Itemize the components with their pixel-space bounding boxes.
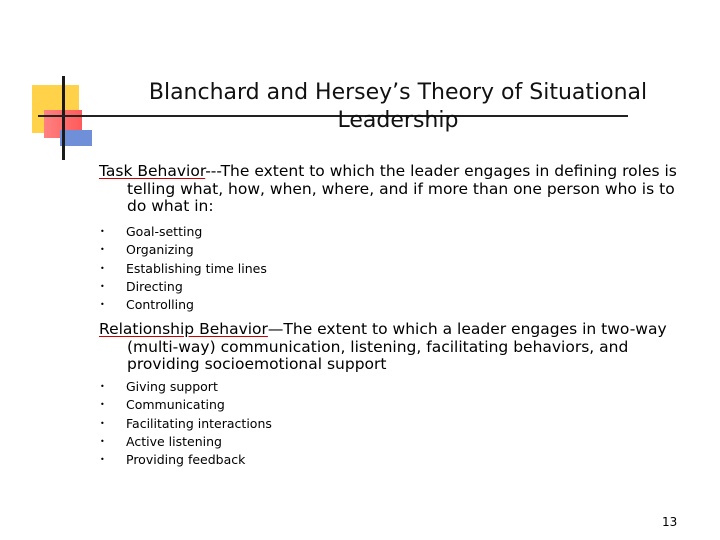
relationship-behavior-definition-line-2: (multi-way) communication, listening, facilitating behaviors, and xyxy=(127,337,629,356)
bullet-icon: • xyxy=(100,436,105,446)
list-item xyxy=(100,378,272,396)
list-item xyxy=(100,296,267,314)
bullet-icon: • xyxy=(100,300,105,310)
task-behavior-definition-line-2: telling what, how, when, where, and if more than one person who is to xyxy=(127,179,675,198)
list-item-label: Organizing xyxy=(126,242,194,258)
list-item xyxy=(100,260,267,278)
bullet-icon: • xyxy=(100,245,105,255)
bullet-icon: • xyxy=(100,281,105,291)
list-item xyxy=(100,396,272,414)
list-item-label: Giving support xyxy=(126,379,218,394)
bullet-icon: • xyxy=(100,227,105,236)
list-item-label: Establishing time lines xyxy=(126,260,267,276)
list-item xyxy=(100,278,267,296)
relationship-behavior-list xyxy=(100,378,272,469)
list-item xyxy=(100,415,272,433)
list-item-label: Communicating xyxy=(126,397,225,413)
title-line-1: Blanchard and Hersey’s Theory of Situational xyxy=(148,80,648,105)
relationship-behavior-definition xyxy=(99,321,699,374)
list-item-label: Directing xyxy=(126,278,183,294)
list-item-label: Goal-setting xyxy=(126,224,203,239)
task-behavior-definition-line-3: do what in: xyxy=(127,197,214,215)
decorative-vertical-line xyxy=(62,76,65,160)
list-item-label: Controlling xyxy=(126,297,194,313)
bullet-icon: • xyxy=(100,400,105,410)
task-behavior-definition xyxy=(99,163,699,216)
bullet-icon: • xyxy=(100,382,105,391)
list-item-label: Providing feedback xyxy=(126,452,246,468)
bullet-icon: • xyxy=(100,455,105,465)
list-item-label: Facilitating interactions xyxy=(126,415,272,431)
title-line-2: Leadership xyxy=(337,108,459,133)
task-behavior-term: Task Behavior xyxy=(99,162,206,180)
bullet-icon: • xyxy=(100,418,105,428)
list-item xyxy=(100,451,272,469)
relationship-behavior-definition-line-3: providing socioemotional support xyxy=(127,355,387,373)
relationship-behavior-term: Relationship Behavior xyxy=(99,320,268,338)
relationship-behavior-definition-line-1: —The extent to which a leader engages in two-way xyxy=(267,320,667,338)
list-item-label: Active listening xyxy=(126,433,222,449)
bullet-icon: • xyxy=(100,263,105,273)
list-item xyxy=(100,433,272,451)
slide-title xyxy=(130,79,666,135)
task-behavior-definition-line-1: ---The extent to which the leader engages in defining roles is xyxy=(205,162,677,180)
page-number: 13 xyxy=(662,515,678,529)
task-behavior-list xyxy=(100,223,267,314)
list-item xyxy=(100,223,267,241)
list-item xyxy=(100,241,267,259)
